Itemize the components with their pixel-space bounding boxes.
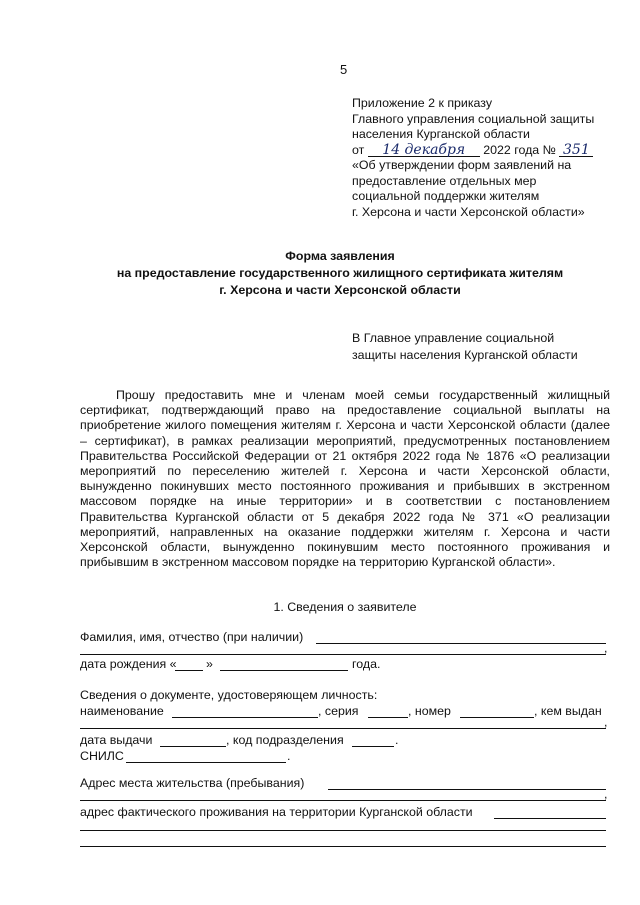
issued-by-label: , кем выдан	[534, 704, 602, 718]
handwritten-order-number: 351	[559, 144, 593, 157]
snils-row	[80, 749, 610, 765]
title-line: на предоставление государственного жилищного сертификата жителям	[116, 266, 564, 280]
title-line: Форма заявления	[285, 249, 395, 263]
addressee-line: В Главное управление социальной	[352, 331, 555, 345]
doc-name-label: наименование	[80, 704, 164, 718]
series-field[interactable]	[368, 704, 408, 718]
appendix-header	[352, 96, 594, 220]
actual-address-continuation-field-2[interactable]	[80, 846, 606, 847]
birth-date-row	[80, 657, 610, 673]
issue-date-field[interactable]	[160, 733, 226, 747]
id-document-label: Сведения о документе, удостоверяющем личность:	[80, 688, 378, 702]
appendix-line: населения Курганской области	[352, 127, 530, 141]
residence-row	[80, 776, 610, 792]
handwritten-date: 14 декабря	[368, 144, 480, 157]
snils-label: СНИЛС	[80, 749, 124, 763]
appendix-line: Приложение 2 к приказу	[352, 96, 493, 110]
residence-continuation-field[interactable]	[80, 800, 606, 801]
addressee-line: защиты населения Курганской области	[352, 348, 578, 362]
period: .	[287, 749, 291, 763]
comma: ,	[604, 641, 608, 655]
number-field[interactable]	[460, 704, 534, 718]
quote-mark: »	[206, 657, 213, 671]
year-word: года.	[352, 657, 381, 671]
full-name-continuation-field[interactable]	[80, 654, 606, 655]
year-label: 2022 года №	[483, 142, 556, 157]
title-line: г. Херсона и части Херсонской области	[219, 283, 461, 297]
birth-day-field[interactable]	[175, 657, 203, 671]
appendix-line: «Об утверждении форм заявлений на	[352, 158, 572, 172]
actual-address-field[interactable]	[494, 805, 606, 819]
comma: ,	[604, 787, 608, 801]
request-paragraph: Прошу предоставить мне и членам моей семьи государственный жилищный сертификат, подтверждающий право на предоставление социальной выплаты на приобретение жилого помещения жителям г. Херсона и части Херсонской области (далее – сертификат), в рамках реализации мероприятий, предусмотренных постановлением Правительства Российской Федерации от 21 октября 2022 года № 1876 «О реализации мероприятий по переселению жителей г. Херсона и части Херсонской области, вынужденно покинувших место постоянного проживания и прибывших в экстренном массовом порядке на иные территории» и в соответствии с постановлением Правительства Курганской области от 5 декабря 2022 года № 371 «О реализации мероприятий, направленных на оказание поддержки жителям г. Херсона и части Херсонской области, вынужденно покинувшим место постоянного проживания и прибывшим в экстренном массовом порядке на территорию Курганской области».	[80, 388, 610, 570]
appendix-line: социальной поддержки жителям	[352, 189, 540, 203]
addressee	[352, 330, 578, 364]
issued-by-field[interactable]	[80, 728, 606, 729]
appendix-line: г. Херсона и части Херсонской области»	[352, 204, 585, 219]
actual-address-row	[80, 805, 610, 821]
id-document-row	[80, 704, 610, 720]
snils-field[interactable]	[126, 749, 286, 763]
from-label: от	[352, 142, 365, 157]
issue-date-row	[80, 733, 610, 749]
full-name-label: Фамилия, имя, отчество (при наличии)	[80, 630, 304, 644]
appendix-date-line	[352, 143, 594, 159]
form-title	[80, 248, 600, 299]
appendix-line: предоставление отдельных мер	[352, 173, 537, 188]
period: .	[395, 733, 399, 747]
residence-label: Адрес места жительства (пребывания)	[80, 776, 305, 790]
actual-address-label: адрес фактического проживания на территории Курганской области	[80, 805, 473, 819]
birth-date-label: дата рождения «	[80, 657, 177, 671]
birth-month-field[interactable]	[220, 657, 348, 671]
appendix-line: Главного управления социальной защиты	[352, 111, 595, 126]
residence-field[interactable]	[328, 776, 606, 790]
actual-address-continuation-field[interactable]	[80, 830, 606, 831]
comma: ,	[604, 715, 608, 729]
issue-date-label: дата выдачи	[80, 733, 153, 747]
doc-name-field[interactable]	[172, 704, 318, 718]
full-name-field[interactable]	[316, 630, 606, 644]
number-label: , номер	[408, 704, 451, 718]
page-number: 5	[340, 62, 348, 77]
subdivision-code-field[interactable]	[352, 733, 394, 747]
full-name-row	[80, 630, 610, 646]
series-label: , серия	[318, 704, 359, 718]
subdivision-label: , код подразделения	[226, 733, 344, 747]
section-heading: 1. Сведения о заявителе	[273, 600, 417, 614]
